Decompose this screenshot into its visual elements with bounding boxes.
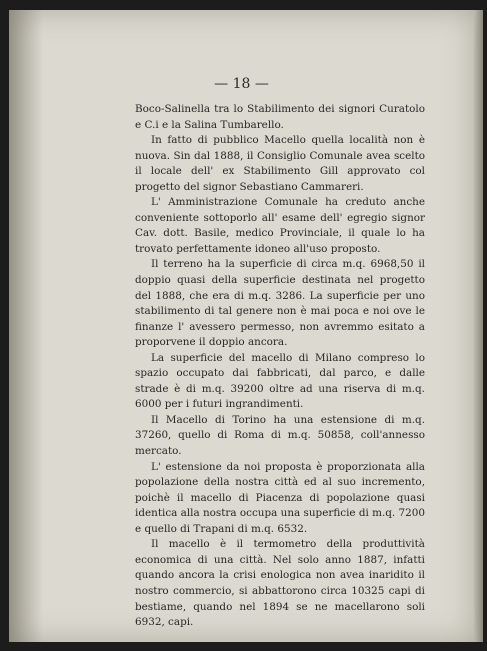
paragraph: L' estensione da noi proposta è proporzionata alla popolazione della nostra città ed al suo incremento, poichè il macello di Piacenza di popolazione quasi identica alla nostra occupa una superficie di m.q. 7200 e quello di Trapani di m.q. 6532.	[135, 460, 425, 535]
paragraph: La superficie del macello di Milano compreso lo spazio occupato dai fabbricati, dal parco, e dalle strade è di m.q. 39200 oltre ad una riserva di m.q. 6000 per i futuri ingrandimenti.	[135, 351, 425, 411]
page-edge	[474, 10, 483, 642]
paragraph: Il terreno ha la superficie di circa m.q. 6968,50 il doppio quasi della superficie destinata nel progetto del 1888, che era di m.q. 3286. La superficie per uno stabilimento di tal genere non è mai poca e noi ove le finanze l' avessero permesso, non avremmo esitato a proporvene il doppio ancora.	[135, 258, 425, 349]
paragraph: Boco-Salinella tra lo Stabilimento dei signori Curatolo e C.i e la Salina Tumbarello.	[135, 103, 425, 131]
body-text	[135, 102, 425, 631]
paragraph: Il macello è il termometro della produttività economica di una città. Nel solo anno 1887, infatti quando ancora la crisi enologica non avea inaridito il nostro commercio, si abbattorono circa 10325 capi di bestiame, quando nel 1894 se ne macellarono soli 6932, capi.	[135, 538, 425, 629]
paragraph: Il Macello di Torino ha una estensione di m.q. 37260, quello di Roma di m.q. 50858, coll'annesso mercato.	[135, 413, 425, 458]
book-page	[9, 10, 474, 642]
binding-shadow	[9, 10, 43, 642]
paragraph: L' Amministrazione Comunale ha creduto anche conveniente sottoporlo all' esame dell' egregio signor Cav. dott. Basile, medico Provinciale, il quale lo ha trovato perfettamente idoneo all'uso proposto.	[135, 196, 425, 255]
paragraph: In fatto di pubblico Macello quella località non è nuova. Sin dal 1888, il Consiglio Comunale avea scelto il locale dell' ex Stabilimento Gill approvato col progetto del signor Sebastiano Cammareri.	[135, 134, 425, 193]
page-number: — 18 —	[214, 76, 269, 92]
